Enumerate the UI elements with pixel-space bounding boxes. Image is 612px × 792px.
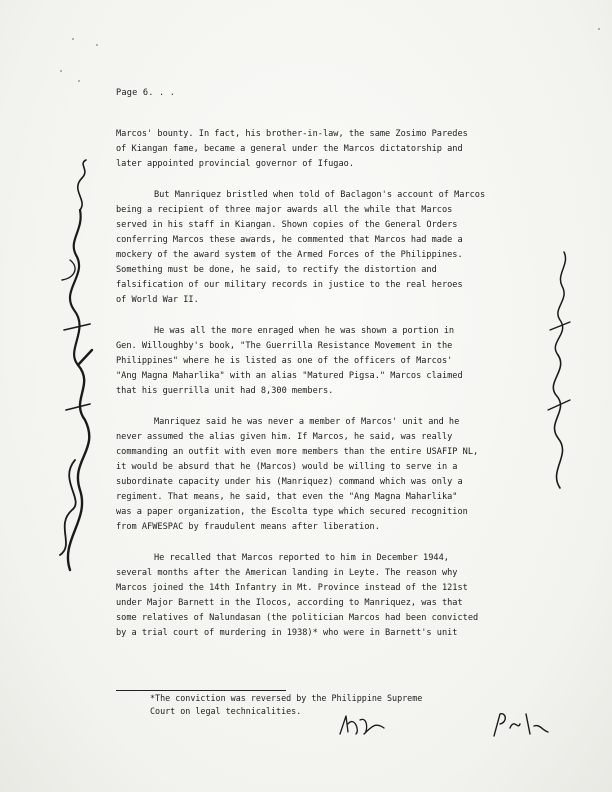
footnote-rule (116, 690, 286, 691)
paragraph-4: Manriquez said he was never a member of Marcos' unit and he never assumed the alias given him. If Marcos, he said, was really commanding an outfit with even more members than the entire USAFIP NL, it would be absurd that he (Marcos) would be willing to serve in a subordinate capacity under his (Manriquez) command which was only a regiment. That means, he said, that even the "Ang Magna Maharlika" was a paper organization, the Escolta type which secured recognition from AFWESPAC by fraudulent means after liberation. (116, 416, 479, 533)
initials-signature (338, 712, 388, 738)
footnote: *The conviction was reversed by the Philippine Supreme Court on legal technicalities. (150, 693, 423, 716)
paragraph-3: He was all the more enraged when he was shown a portion in Gen. Willoughby's book, "The Guerrilla Resistance Movement in the Philippines" where he is listed as one of the officers of Marcos' "Ang Magna Maharlika" with an alias "Matured Pigsa." Marcos claimed that his guerrilla unit had 8,300 members. (116, 325, 463, 397)
scan-speck (598, 28, 600, 30)
paragraph-2: But Manriquez bristled when told of Baclagon's account of Marcos being a recipient of three major awards all the while that Marcos served in his staff in Kiangan. Shown copies of the General Orders conferring Marcos these awards, he commented that Marcos had made a mockery of the award system of the Armed Forces of the Philippines. Something must be done, he said, to rectify the distortion and falsification of our military records in justice to the real heroes of World War II. (116, 189, 486, 306)
scan-speck (60, 70, 62, 72)
scan-speck (96, 44, 98, 46)
body-text (116, 127, 521, 657)
scan-speck (72, 38, 74, 40)
right-margin-signature (540, 250, 580, 490)
left-margin-signature (40, 160, 110, 580)
paragraph-1: Marcos' bounty. In fact, his brother-in-law, the same Zosimo Paredes of Kiangan fame, became a general under the Marcos dictatorship and later appointed provincial governor of Ifugao. (116, 129, 468, 170)
page-header: Page 6. . . (116, 88, 176, 98)
scan-speck (78, 80, 80, 82)
bottom-right-signature (490, 710, 550, 740)
paragraph-5: He recalled that Marcos reported to him in December 1944, several months after the American landing in Leyte. The reason why Marcos joined the 14th Infantry in Mt. Province instead of the 121st under Major Barnett in the Ilocos, according to Manriquez, was that some relatives of Nalundasan (the politician Marcos had been convicted by a trial court of murdering in 1938)* who were in Barnett's unit (116, 552, 479, 639)
